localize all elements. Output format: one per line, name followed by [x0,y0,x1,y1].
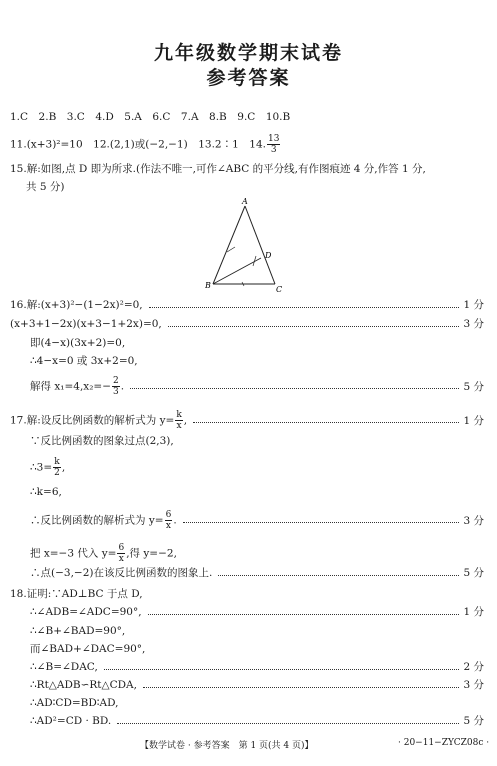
fill-answers [10,134,281,155]
q16-line2-text: (x+3+1−2x)(x+3−1+2x)=0, [10,318,162,330]
leader-dots [183,522,460,523]
fraction-denominator: 2 [54,468,60,478]
score: 2 分 [463,661,484,673]
q17-line5-pre: ∴反比例函数的解析式为 y= [30,514,164,527]
triangle-figure [205,196,295,292]
q18-line2 [30,605,484,619]
q17-line5-post: . [173,514,177,527]
leader-dots [117,723,459,724]
score: 5 分 [463,380,484,393]
q18-line6 [30,678,484,692]
q15-line2: 共 5 分) [26,181,65,193]
score: 3 分 [463,318,484,330]
q17-line6-pre: 把 x=−3 代入 y= [30,547,117,560]
score: 3 分 [463,514,484,527]
q18-line6-text: ∴Rt△ADB∽Rt△CDA, [30,679,137,691]
page-subtitle: 参考答案 [206,67,291,89]
fraction-numerator: 13 [268,134,280,144]
q17-line3-pre: ∴3= [30,461,53,474]
q16-line1 [10,298,484,312]
fraction-denominator: x [118,554,124,564]
q17-line3 [30,457,65,478]
vertex-label-c: C [276,285,283,292]
q17-line1 [10,410,484,431]
fraction-numerator: 6 [118,543,125,553]
score: 5 分 [463,715,484,727]
q18-line5-text: ∴∠B=∠DAC, [30,661,98,673]
segment-bd [213,258,261,284]
q17-line1-post: , [183,414,188,427]
q17-line6 [30,543,177,564]
q16-line3: 即(4−x)(3x+2)=0, [30,337,126,349]
q17-line2: ∵反比例函数的图象过点(2,3), [30,435,174,447]
q15-line1: 15.解:如图,点 D 即为所求.(作法不唯一,可作∠ABC 的平分线,有作图痕迹 4 分,作答 1 分, [10,163,426,175]
fraction [165,510,173,531]
fraction [267,134,280,155]
fraction-denominator: x [165,521,171,531]
footer-page-info: 【数学试卷 · 参考答案 第 1 页(共 4 页)】 [140,741,314,751]
leader-dots [218,575,459,576]
q18-line3: ∴∠B+∠BAD=90°, [30,625,126,637]
footer-code: · 20−11−ZYCZ08c · [398,738,490,748]
q16-line5-pre: 解得 x₁=4,x₂=− [30,380,112,393]
leader-dots [104,669,460,670]
side-ab [213,206,245,284]
leader-dots [149,307,460,308]
fraction [112,376,120,397]
fraction-denominator: 3 [113,387,119,397]
fraction-denominator: 3 [270,145,277,155]
choice-answers: 1.C 2.B 3.C 4.D 5.A 6.C 7.A 8.B 9.C 10.B [10,111,291,123]
score: 1 分 [463,299,484,311]
q17-line4: ∴k=6, [30,486,62,498]
q16-line5-post: . [120,380,125,393]
q17-line3-post: , [61,461,66,474]
q16-line4: ∴4−x=0 或 3x+2=0, [30,355,138,367]
q16-line2 [10,317,484,331]
q17-line7-text: ∴点(−3,−2)在该反比例函数的图象上. [30,567,213,579]
leader-dots [130,388,459,389]
q17-line7 [30,566,484,580]
leader-dots [193,422,459,423]
q18-line1: 18.证明:∵AD⊥BC 于点 D, [10,588,143,600]
fill-answers-text: 11.(x+3)²=10 12.(2,1)或(−2,−1) 13.2∶1 14. [10,138,266,151]
score: 1 分 [463,414,484,427]
q16-line1-text: 16.解:(x+3)²−(1−2x)²=0, [10,299,143,311]
q17-line1-pre: 17.解:设反比例函数的解析式为 y= [10,414,175,427]
leader-dots [168,326,460,327]
fraction-numerator: 6 [165,510,172,520]
q16-line5-text [30,376,124,397]
fraction-numerator: k [176,410,182,420]
q17-line1-text [10,410,187,431]
vertex-label-a: A [242,197,248,206]
q18-line7: ∴AD∶CD=BD∶AD, [30,697,119,709]
side-ac [245,206,275,284]
fraction-numerator: 2 [113,376,119,386]
fraction [53,457,61,478]
q16-line5 [30,376,484,397]
q17-line5 [30,510,484,531]
q18-line5 [30,660,484,674]
q18-line8 [30,714,484,728]
score: 1 分 [463,606,484,618]
vertex-label-b: B [205,281,211,290]
score: 3 分 [463,679,484,691]
q18-line2-text: ∴∠ADB=∠ADC=90°, [30,606,142,618]
q17-line6-post: ,得 y=−2, [126,547,177,560]
fraction-numerator: k [54,457,60,467]
leader-dots [143,687,460,688]
q17-line5-text [30,510,177,531]
point-label-d: D [265,251,272,260]
q18-line8-text: ∴AD²=CD · BD. [30,715,112,727]
page-title: 九年级数学期末试卷 [153,42,343,64]
fraction-denominator: x [176,421,182,431]
leader-dots [148,614,460,615]
fraction [175,410,182,431]
q18-line4: 而∠BAD+∠DAC=90°, [30,643,146,655]
score: 5 分 [463,567,484,579]
fraction [117,543,125,564]
